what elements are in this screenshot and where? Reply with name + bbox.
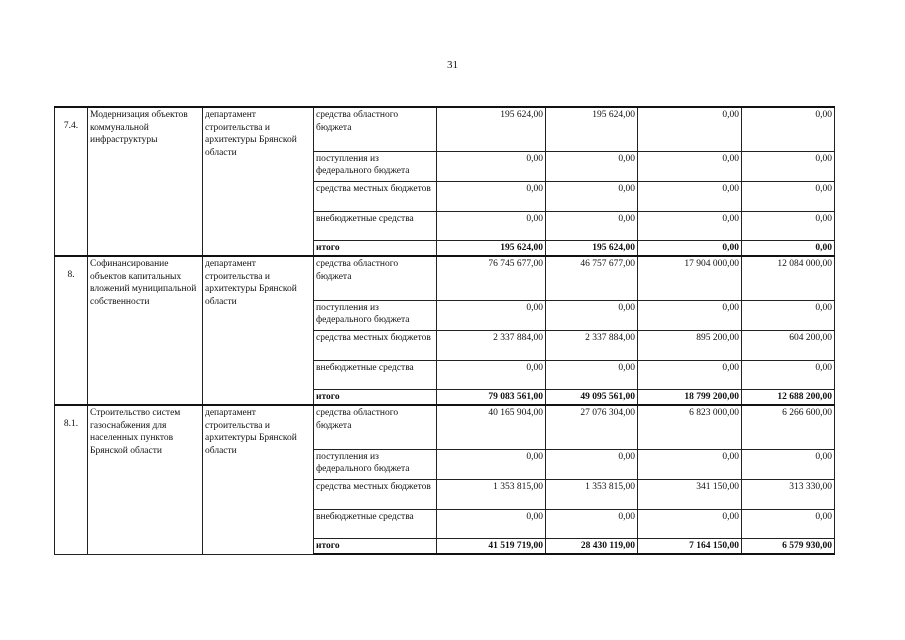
amount-cell: 27 076 304,00: [546, 405, 638, 449]
amount-cell: 6 266 600,00: [742, 405, 835, 449]
funding-source: средства местных бюджетов: [314, 181, 437, 211]
amount-cell: 195 624,00: [546, 240, 638, 256]
amount-cell: 0,00: [638, 360, 742, 389]
amount-cell: 1 353 815,00: [437, 479, 546, 509]
amount-cell: 604 200,00: [742, 330, 835, 360]
item-number: 7.4.: [55, 107, 88, 256]
amount-cell: 49 095 561,00: [546, 389, 638, 405]
amount-cell: 0,00: [742, 240, 835, 256]
funding-source: внебюджетные средства: [314, 360, 437, 389]
amount-cell: 0,00: [742, 211, 835, 240]
funding-source: поступления из федерального бюджета: [314, 300, 437, 330]
page-number: 31: [447, 59, 458, 71]
amount-cell: 895 200,00: [638, 330, 742, 360]
amount-cell: 0,00: [742, 107, 835, 151]
amount-cell: 1 353 815,00: [546, 479, 638, 509]
amount-cell: 0,00: [437, 300, 546, 330]
amount-cell: 0,00: [638, 107, 742, 151]
amount-cell: 28 430 119,00: [546, 538, 638, 554]
amount-cell: 0,00: [638, 509, 742, 538]
funding-row: [55, 107, 835, 151]
executor: департамент строительства и архитектуры Брянской области: [203, 107, 314, 256]
amount-cell: 195 624,00: [437, 107, 546, 151]
amount-cell: 0,00: [546, 509, 638, 538]
amount-cell: 2 337 884,00: [437, 330, 546, 360]
amount-cell: 0,00: [546, 449, 638, 479]
amount-cell: 12 688 200,00: [742, 389, 835, 405]
amount-cell: 41 519 719,00: [437, 538, 546, 554]
amount-cell: 0,00: [742, 360, 835, 389]
amount-cell: 0,00: [638, 181, 742, 211]
funding-row: [55, 405, 835, 449]
amount-cell: 6 823 000,00: [638, 405, 742, 449]
amount-cell: 17 904 000,00: [638, 256, 742, 300]
item-name: Модернизация объектов коммунальной инфраструктуры: [88, 107, 203, 256]
amount-cell: 0,00: [742, 151, 835, 181]
executor: департамент строительства и архитектуры Брянской области: [203, 256, 314, 405]
amount-cell: 195 624,00: [546, 107, 638, 151]
amount-cell: 40 165 904,00: [437, 405, 546, 449]
budget-table: [54, 106, 835, 555]
amount-cell: 0,00: [437, 211, 546, 240]
amount-cell: 0,00: [638, 211, 742, 240]
amount-cell: 0,00: [437, 449, 546, 479]
amount-cell: 0,00: [546, 211, 638, 240]
amount-cell: 0,00: [546, 360, 638, 389]
amount-cell: 12 084 000,00: [742, 256, 835, 300]
amount-cell: 0,00: [546, 151, 638, 181]
amount-cell: 0,00: [638, 300, 742, 330]
funding-source: средства местных бюджетов: [314, 479, 437, 509]
funding-source: поступления из федерального бюджета: [314, 449, 437, 479]
amount-cell: 0,00: [638, 151, 742, 181]
funding-source: итого: [314, 240, 437, 256]
amount-cell: 0,00: [437, 509, 546, 538]
funding-source: средства местных бюджетов: [314, 330, 437, 360]
amount-cell: 313 330,00: [742, 479, 835, 509]
funding-source: внебюджетные средства: [314, 211, 437, 240]
amount-cell: 18 799 200,00: [638, 389, 742, 405]
amount-cell: 0,00: [546, 181, 638, 211]
amount-cell: 0,00: [742, 181, 835, 211]
funding-source: средства областного бюджета: [314, 405, 437, 449]
funding-source: итого: [314, 538, 437, 554]
amount-cell: 76 745 677,00: [437, 256, 546, 300]
amount-cell: 0,00: [638, 449, 742, 479]
amount-cell: 0,00: [742, 449, 835, 479]
item-name: Строительство систем газоснабжения для населенных пунктов Брянской области: [88, 405, 203, 554]
amount-cell: 0,00: [742, 509, 835, 538]
amount-cell: 195 624,00: [437, 240, 546, 256]
amount-cell: 79 083 561,00: [437, 389, 546, 405]
executor: департамент строительства и архитектуры Брянской области: [203, 405, 314, 554]
item-number: 8.1.: [55, 405, 88, 554]
amount-cell: 341 150,00: [638, 479, 742, 509]
amount-cell: 0,00: [546, 300, 638, 330]
funding-source: поступления из федерального бюджета: [314, 151, 437, 181]
funding-source: средства областного бюджета: [314, 107, 437, 151]
amount-cell: 0,00: [437, 181, 546, 211]
amount-cell: 6 579 930,00: [742, 538, 835, 554]
amount-cell: 0,00: [742, 300, 835, 330]
amount-cell: 2 337 884,00: [546, 330, 638, 360]
funding-row: [55, 256, 835, 300]
amount-cell: 7 164 150,00: [638, 538, 742, 554]
item-number: 8.: [55, 256, 88, 405]
funding-source: средства областного бюджета: [314, 256, 437, 300]
funding-source: итого: [314, 389, 437, 405]
item-name: Софинансирование объектов капитальных вложений муниципальной собственности: [88, 256, 203, 405]
funding-source: внебюджетные средства: [314, 509, 437, 538]
amount-cell: 0,00: [638, 240, 742, 256]
amount-cell: 0,00: [437, 151, 546, 181]
amount-cell: 46 757 677,00: [546, 256, 638, 300]
amount-cell: 0,00: [437, 360, 546, 389]
